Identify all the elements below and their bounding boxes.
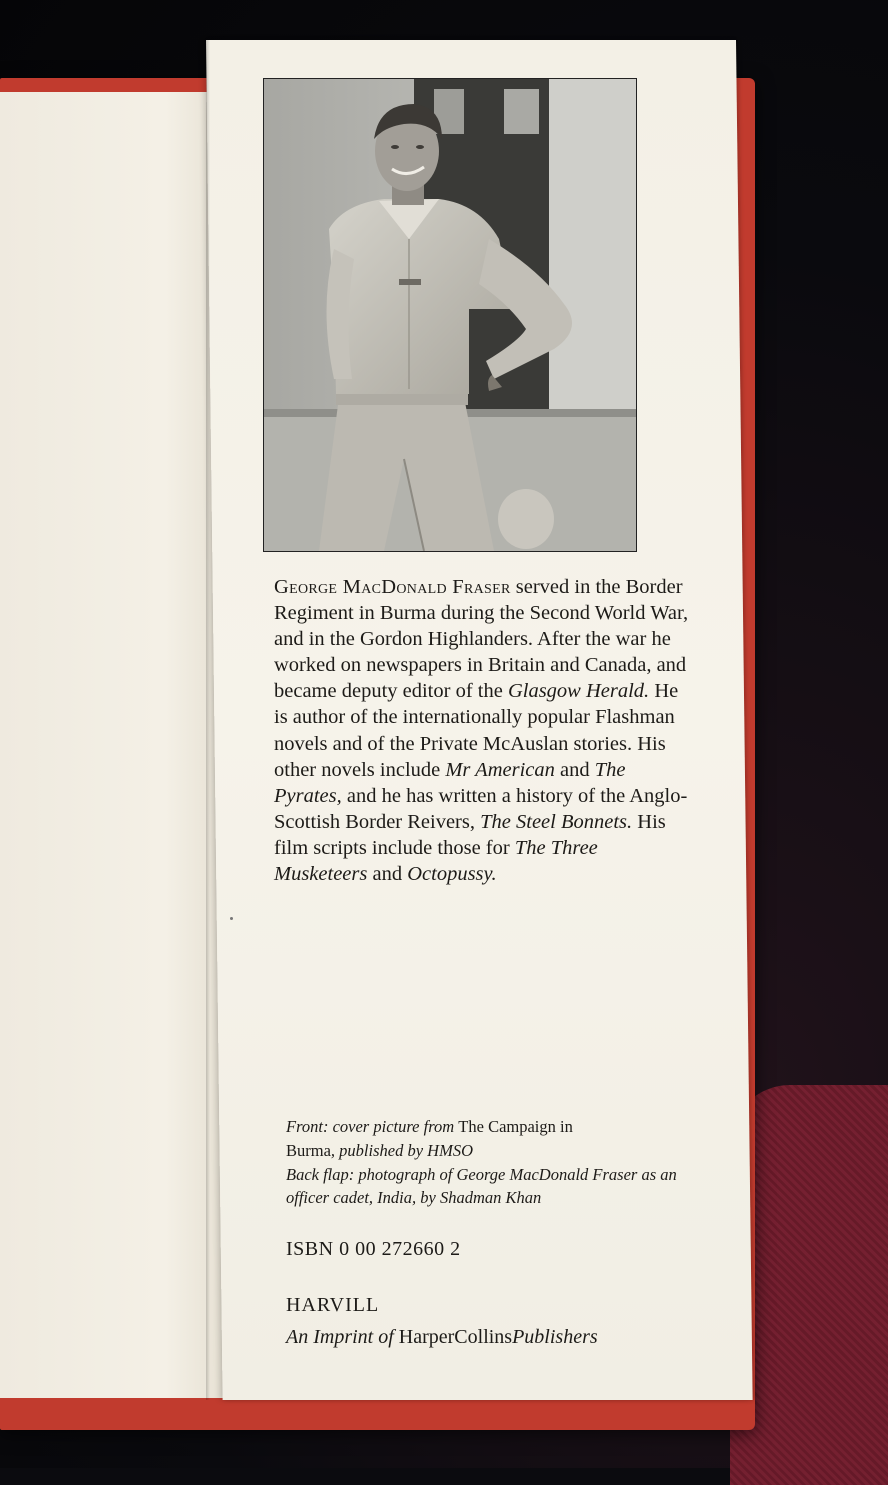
author-photo: [263, 78, 637, 552]
credit-published-by: , published by HMSO: [330, 1140, 473, 1160]
bio-text-4: His film scripts include those for: [274, 810, 666, 859]
picture-credits: [286, 1115, 706, 1210]
bio-pyrates: The Pyrates,: [274, 758, 626, 807]
book-endpaper: [0, 92, 236, 1398]
credit-campaign-title: The Campaign in: [458, 1117, 573, 1136]
isbn: ISBN 0 00 272660 2: [286, 1238, 461, 1260]
bio-octopussy: Octopussy.: [407, 863, 497, 886]
imprint-publishers: Publishers: [512, 1326, 598, 1348]
bio-text-2: He is author of the internationally popular Flashman novels and of the Private McAuslan stories. His other novels include: [274, 680, 679, 781]
paper-speck: [230, 917, 233, 920]
bio-mr-american: Mr American: [445, 758, 555, 781]
author-name: George MacDonald Fraser: [274, 576, 511, 598]
bio-glasgow-herald: Glasgow Herald.: [507, 680, 650, 703]
author-biography: [274, 574, 694, 887]
bio-and-1: and: [554, 758, 595, 781]
author-photo-illustration: [264, 79, 636, 551]
credit-front-label: Front: cover picture from: [286, 1117, 459, 1136]
imprint-harpercollins: HarperCollins: [398, 1326, 513, 1348]
imprint-prefix: An Imprint of: [286, 1326, 399, 1348]
flap-shadow: [206, 40, 210, 1400]
bio-text-3: and he has written a history of the Anglo-Scottish Border Reivers,: [274, 784, 688, 833]
credit-back-flap: Back flap: photograph of George MacDonald Fraser as an officer cadet, India, by Shadman Khan: [286, 1164, 677, 1208]
publisher-name: HARVILL: [286, 1294, 380, 1316]
bio-text-1: served in the Border Regiment in Burma during the Second World War, and in the Gordon Highlanders. After the war he worked on newspapers in Britain and Canada, and became deputy editor of the: [274, 576, 689, 703]
bio-three-musketeers: The Three Musketeers: [274, 836, 598, 886]
imprint-line: [286, 1326, 598, 1349]
bio-steel-bonnets: The Steel Bonnets.: [480, 810, 633, 833]
credit-campaign-burma: Burma: [286, 1140, 331, 1160]
bio-and-2: and: [367, 863, 408, 886]
